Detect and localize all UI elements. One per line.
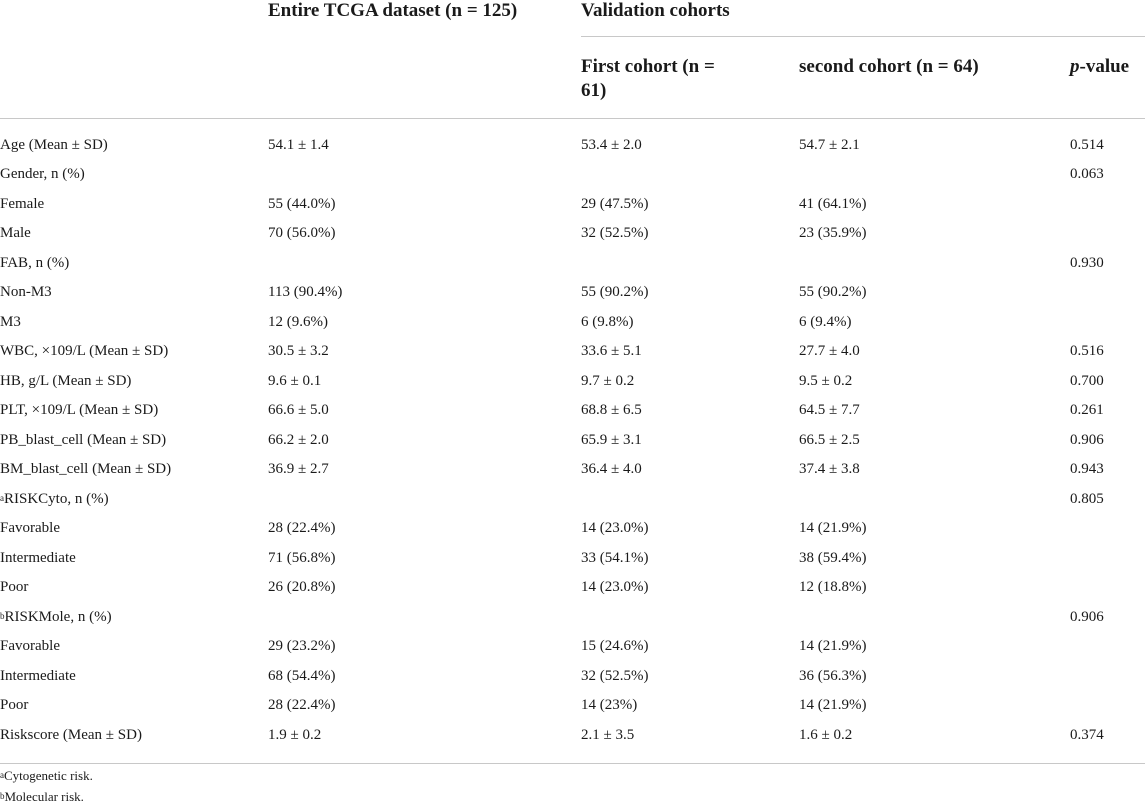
row-label-text: RISKCyto, n (%) — [4, 490, 109, 507]
row-label-text: FAB, n (%) — [0, 254, 70, 271]
cell-p-value — [1070, 307, 1145, 337]
row-label-text: BM_blast_cell (Mean ± SD) — [0, 461, 172, 478]
cell-tcga: 28 (22.4%) — [268, 520, 336, 537]
footnote-a-text: Cytogenetic risk. — [4, 768, 93, 783]
cell-p-value: 0.374 — [1070, 726, 1104, 743]
cell-second-cohort — [799, 484, 1070, 514]
footnote-b — [0, 789, 84, 805]
table-row — [0, 219, 1145, 249]
cell-p-value — [1070, 573, 1145, 603]
footnote-a-mark: a — [0, 770, 4, 780]
table-row — [0, 189, 1145, 219]
table-row — [0, 691, 1145, 721]
row-label-text: Age (Mean ± SD) — [0, 136, 108, 153]
cell-tcga: 68 (54.4%) — [268, 667, 336, 684]
table-body — [0, 130, 1145, 750]
cell-p-value — [1070, 661, 1145, 691]
cell-tcga: 30.5 ± 3.2 — [268, 343, 329, 360]
cell-first-cohort: 2.1 ± 3.5 — [581, 726, 635, 743]
cell-p-value: 0.261 — [1070, 402, 1104, 419]
row-label — [0, 396, 268, 426]
cell-tcga: 9.6 ± 0.1 — [268, 372, 322, 389]
cell-p-value: 0.514 — [1070, 136, 1104, 153]
row-label-text: Favorable — [0, 520, 60, 537]
cell-tcga: 36.9 ± 2.7 — [268, 461, 329, 478]
cell-second-cohort: 14 (21.9%) — [799, 520, 867, 537]
cell-p-value: 0.906 — [1070, 431, 1104, 448]
cell-second-cohort: 66.5 ± 2.5 — [799, 431, 860, 448]
row-label-text: Poor — [0, 697, 29, 714]
row-label — [0, 455, 268, 485]
footnote-b-text: Molecular risk. — [4, 789, 84, 804]
cell-first-cohort: 15 (24.6%) — [581, 638, 649, 655]
cell-p-value — [1070, 543, 1145, 573]
cell-second-cohort: 64.5 ± 7.7 — [799, 402, 860, 419]
cell-second-cohort — [799, 248, 1070, 278]
header-p-value — [1070, 55, 1129, 79]
row-label — [0, 514, 268, 544]
row-label-text: Gender, n (%) — [0, 166, 85, 183]
row-label-text: Poor — [0, 579, 29, 596]
cell-tcga — [268, 248, 581, 278]
row-label-text: Female — [0, 195, 45, 212]
table-row — [0, 366, 1145, 396]
cell-second-cohort: 14 (21.9%) — [799, 697, 867, 714]
row-label — [0, 248, 268, 278]
cell-second-cohort — [799, 160, 1070, 190]
row-label-text: Male — [0, 225, 31, 242]
cell-tcga: 1.9 ± 0.2 — [268, 726, 322, 743]
row-label — [0, 543, 268, 573]
row-label — [0, 160, 268, 190]
cell-tcga — [268, 602, 581, 632]
row-label — [0, 661, 268, 691]
cell-tcga: 66.2 ± 2.0 — [268, 431, 329, 448]
row-label-text: Non-M3 — [0, 284, 52, 301]
table-row — [0, 602, 1145, 632]
table-row — [0, 425, 1145, 455]
cell-second-cohort — [799, 602, 1070, 632]
cell-tcga — [268, 484, 581, 514]
row-label-text: PLT, ×109/L (Mean ± SD) — [0, 402, 159, 419]
cell-first-cohort: 55 (90.2%) — [581, 284, 649, 301]
table-row — [0, 337, 1145, 367]
table-row — [0, 484, 1145, 514]
table-row — [0, 632, 1145, 662]
cell-first-cohort — [581, 248, 799, 278]
cell-second-cohort: 41 (64.1%) — [799, 195, 867, 212]
row-label-text: PB_blast_cell (Mean ± SD) — [0, 431, 167, 448]
cell-first-cohort: 33 (54.1%) — [581, 549, 649, 566]
header-validation-cohorts: Validation cohorts — [581, 0, 730, 21]
cell-first-cohort: 65.9 ± 3.1 — [581, 431, 642, 448]
cell-second-cohort: 1.6 ± 0.2 — [799, 726, 853, 743]
cell-p-value — [1070, 632, 1145, 662]
cell-tcga: 28 (22.4%) — [268, 697, 336, 714]
header-second-cohort: second cohort (n = 64) — [799, 56, 979, 77]
table-row — [0, 396, 1145, 426]
row-label — [0, 573, 268, 603]
cell-tcga: 70 (56.0%) — [268, 225, 336, 242]
row-label — [0, 278, 268, 308]
cell-tcga: 12 (9.6%) — [268, 313, 328, 330]
cell-first-cohort: 14 (23.0%) — [581, 579, 649, 596]
table-row — [0, 160, 1145, 190]
cell-p-value: 0.700 — [1070, 372, 1104, 389]
row-label-text: WBC, ×109/L (Mean ± SD) — [0, 343, 169, 360]
cell-second-cohort: 9.5 ± 0.2 — [799, 372, 853, 389]
row-label — [0, 602, 268, 632]
cell-first-cohort: 33.6 ± 5.1 — [581, 343, 642, 360]
cell-p-value: 0.516 — [1070, 343, 1104, 360]
cell-tcga — [268, 160, 581, 190]
cell-first-cohort: 36.4 ± 4.0 — [581, 461, 642, 478]
table-row — [0, 543, 1145, 573]
cell-second-cohort: 54.7 ± 2.1 — [799, 136, 860, 153]
row-label-footnote-mark: b — [0, 610, 5, 621]
cell-p-value: 0.930 — [1070, 254, 1104, 271]
row-label — [0, 425, 268, 455]
p-rest: -value — [1079, 56, 1130, 77]
table-row — [0, 661, 1145, 691]
cell-p-value — [1070, 189, 1145, 219]
row-label — [0, 484, 268, 514]
cell-tcga: 113 (90.4%) — [268, 284, 343, 301]
cell-first-cohort: 14 (23%) — [581, 697, 638, 714]
cell-p-value — [1070, 514, 1145, 544]
cell-tcga: 54.1 ± 1.4 — [268, 136, 329, 153]
cell-first-cohort — [581, 484, 799, 514]
row-label-text: Intermediate — [0, 549, 76, 566]
cell-p-value — [1070, 691, 1145, 721]
cell-second-cohort: 14 (21.9%) — [799, 638, 867, 655]
cell-first-cohort: 68.8 ± 6.5 — [581, 402, 642, 419]
header-entire-tcga: Entire TCGA dataset (n = 125) — [268, 0, 518, 21]
cell-first-cohort: 53.4 ± 2.0 — [581, 136, 642, 153]
row-label — [0, 366, 268, 396]
table-row — [0, 455, 1145, 485]
cell-p-value: 0.805 — [1070, 490, 1104, 507]
row-label-text: HB, g/L (Mean ± SD) — [0, 372, 132, 389]
cell-p-value: 0.943 — [1070, 461, 1104, 478]
cell-p-value — [1070, 278, 1145, 308]
table-row — [0, 720, 1145, 750]
p-italic: p — [1070, 56, 1080, 77]
row-label-text: RISKMole, n (%) — [4, 608, 112, 625]
cell-second-cohort: 38 (59.4%) — [799, 549, 867, 566]
cell-tcga: 26 (20.8%) — [268, 579, 336, 596]
cell-second-cohort: 27.7 ± 4.0 — [799, 343, 860, 360]
table-row — [0, 278, 1145, 308]
row-label — [0, 691, 268, 721]
cell-first-cohort: 9.7 ± 0.2 — [581, 372, 635, 389]
footnote-a — [0, 768, 93, 784]
cell-first-cohort: 6 (9.8%) — [581, 313, 634, 330]
cell-first-cohort — [581, 160, 799, 190]
cell-second-cohort: 36 (56.3%) — [799, 667, 867, 684]
cell-second-cohort: 23 (35.9%) — [799, 225, 867, 242]
cell-first-cohort: 32 (52.5%) — [581, 225, 649, 242]
data-table — [0, 130, 1145, 750]
row-label-text: M3 — [0, 313, 21, 330]
cell-second-cohort: 37.4 ± 3.8 — [799, 461, 860, 478]
row-label — [0, 130, 268, 160]
cell-tcga: 71 (56.8%) — [268, 549, 336, 566]
row-label-text: Riskscore (Mean ± SD) — [0, 726, 142, 743]
cell-first-cohort: 14 (23.0%) — [581, 520, 649, 537]
cell-second-cohort: 6 (9.4%) — [799, 313, 852, 330]
header-rule — [0, 118, 1145, 119]
table-row — [0, 573, 1145, 603]
cell-first-cohort — [581, 602, 799, 632]
row-label — [0, 720, 268, 750]
row-label-text: Favorable — [0, 638, 60, 655]
cell-tcga: 29 (23.2%) — [268, 638, 336, 655]
cell-p-value — [1070, 219, 1145, 249]
row-label — [0, 337, 268, 367]
cell-second-cohort: 12 (18.8%) — [799, 579, 867, 596]
table-row — [0, 514, 1145, 544]
row-label-text: Intermediate — [0, 667, 76, 684]
table-row — [0, 130, 1145, 160]
cell-second-cohort: 55 (90.2%) — [799, 284, 867, 301]
cell-first-cohort: 32 (52.5%) — [581, 667, 649, 684]
row-label — [0, 632, 268, 662]
cell-tcga: 66.6 ± 5.0 — [268, 402, 329, 419]
cell-first-cohort: 29 (47.5%) — [581, 195, 649, 212]
bottom-rule — [0, 763, 1145, 764]
cell-tcga: 55 (44.0%) — [268, 195, 336, 212]
row-label — [0, 307, 268, 337]
table-row — [0, 248, 1145, 278]
row-label-footnote-mark: a — [0, 492, 4, 503]
row-label — [0, 219, 268, 249]
header-first-cohort: First cohort (n = 61) — [581, 56, 715, 101]
row-label — [0, 189, 268, 219]
cell-p-value: 0.063 — [1070, 166, 1104, 183]
validation-rule — [581, 36, 1145, 37]
cell-p-value: 0.906 — [1070, 608, 1104, 625]
footnote-b-mark: b — [0, 791, 5, 801]
table-row — [0, 307, 1145, 337]
